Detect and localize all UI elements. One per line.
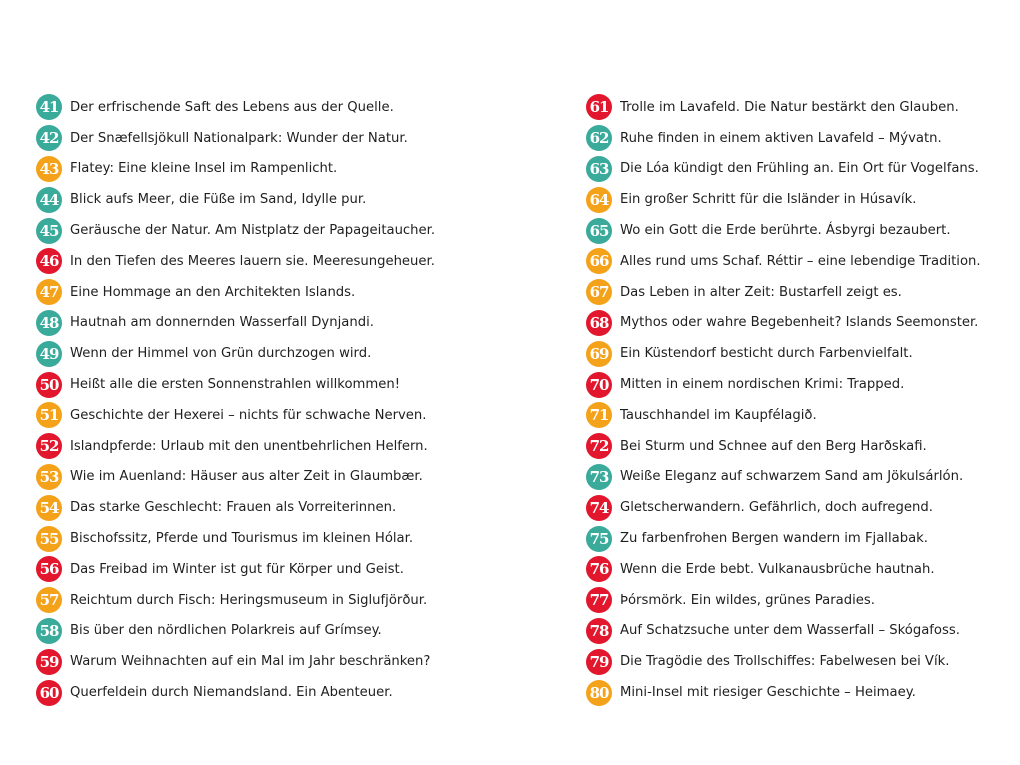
chapter-number-badge: 72: [586, 433, 612, 459]
chapter-number-badge: 68: [586, 310, 612, 336]
toc-entry: [586, 585, 1006, 616]
chapter-title: Der erfrischende Saft des Lebens aus der Quelle.: [70, 99, 394, 115]
chapter-number-badge: 70: [586, 372, 612, 398]
chapter-title: Trolle im Lavafeld. Die Natur bestärkt den Glauben.: [620, 99, 959, 115]
toc-entry: [36, 400, 526, 431]
toc-entry: [586, 338, 1006, 369]
chapter-number-badge: 77: [586, 587, 612, 613]
chapter-title: Reichtum durch Fisch: Heringsmuseum in Siglufjörður.: [70, 592, 428, 608]
chapter-number-badge: 76: [586, 556, 612, 582]
toc-entry: [586, 154, 1006, 185]
toc-entry: [36, 92, 526, 123]
chapter-title: Blick aufs Meer, die Füße im Sand, Idylle pur.: [70, 192, 367, 208]
chapter-number-badge: 62: [586, 125, 612, 151]
chapter-title: Flatey: Eine kleine Insel im Rampenlicht.: [70, 161, 338, 177]
chapter-number-badge: 61: [586, 94, 612, 120]
toc-entry: [36, 277, 526, 308]
chapter-title: Islandpferde: Urlaub mit den unentbehrlichen Helfern.: [70, 438, 428, 454]
chapter-number-badge: 47: [36, 279, 62, 305]
toc-entry: [586, 215, 1006, 246]
chapter-number-badge: 63: [586, 156, 612, 182]
chapter-number-badge: 42: [36, 125, 62, 151]
toc-entry: [586, 431, 1006, 462]
toc-entry: [586, 616, 1006, 647]
chapter-number-badge: 64: [586, 187, 612, 213]
chapter-number-badge: 55: [36, 526, 62, 552]
chapter-title: Gletscherwandern. Gefährlich, doch aufregend.: [620, 500, 933, 516]
chapter-title: Geschichte der Hexerei – nichts für schwache Nerven.: [70, 407, 427, 423]
chapter-title: Das Freibad im Winter ist gut für Körper und Geist.: [70, 561, 404, 577]
toc-entry: [36, 431, 526, 462]
chapter-number-badge: 45: [36, 218, 62, 244]
chapter-number-badge: 41: [36, 94, 62, 120]
chapter-number-badge: 79: [586, 649, 612, 675]
chapter-title: Weiße Eleganz auf schwarzem Sand am Jökulsárlón.: [620, 469, 964, 485]
chapter-number-badge: 51: [36, 402, 62, 428]
chapter-number-badge: 56: [36, 556, 62, 582]
chapter-title: Eine Hommage an den Architekten Islands.: [70, 284, 356, 300]
chapter-title: Querfeldein durch Niemandsland. Ein Abenteuer.: [70, 685, 393, 701]
toc-entry: [586, 92, 1006, 123]
chapter-number-badge: 54: [36, 495, 62, 521]
chapter-title: Die Lóa kündigt den Frühling an. Ein Ort für Vogelfans.: [620, 161, 979, 177]
toc-entry: [36, 646, 526, 677]
toc-entry: [586, 246, 1006, 277]
toc-entry: [36, 585, 526, 616]
chapter-title: Bischofssitz, Pferde und Tourismus im kleinen Hólar.: [70, 531, 414, 547]
chapter-title: Ein großer Schritt für die Isländer in Húsavík.: [620, 192, 917, 208]
toc-entry: [36, 154, 526, 185]
chapter-number-badge: 80: [586, 680, 612, 706]
chapter-title: Wo ein Gott die Erde berührte. Ásbyrgi bezaubert.: [620, 223, 951, 239]
chapter-number-badge: 44: [36, 187, 62, 213]
chapter-number-badge: 65: [586, 218, 612, 244]
toc-entry: [36, 492, 526, 523]
chapter-title: Die Tragödie des Trollschiffes: Fabelwesen bei Vík.: [620, 654, 950, 670]
chapter-title: Wenn die Erde bebt. Vulkanausbrüche hautnah.: [620, 561, 935, 577]
chapter-number-badge: 59: [36, 649, 62, 675]
chapter-title: Auf Schatzsuche unter dem Wasserfall – Skógafoss.: [620, 623, 960, 639]
chapter-number-badge: 43: [36, 156, 62, 182]
toc-entry: [36, 616, 526, 647]
toc-entry: [586, 184, 1006, 215]
chapter-number-badge: 50: [36, 372, 62, 398]
chapter-title: Wenn der Himmel von Grün durchzogen wird.: [70, 346, 372, 362]
chapter-title: Þórsmörk. Ein wildes, grünes Paradies.: [620, 592, 875, 608]
chapter-title: Mitten in einem nordischen Krimi: Trapped.: [620, 377, 905, 393]
toc-entry: [36, 338, 526, 369]
toc-entry: [36, 184, 526, 215]
chapter-title: Bei Sturm und Schnee auf den Berg Harðskafi.: [620, 438, 927, 454]
toc-entry: [586, 400, 1006, 431]
chapter-number-badge: 60: [36, 680, 62, 706]
toc-entry: [586, 462, 1006, 493]
chapter-title: Heißt alle die ersten Sonnenstrahlen willkommen!: [70, 377, 400, 393]
chapter-number-badge: 48: [36, 310, 62, 336]
toc-entry: [586, 554, 1006, 585]
toc-entry: [586, 677, 1006, 708]
toc-entry: [36, 246, 526, 277]
toc-entry: [586, 277, 1006, 308]
toc-column-left: [36, 92, 526, 708]
toc-entry: [36, 462, 526, 493]
chapter-number-badge: 49: [36, 341, 62, 367]
chapter-number-badge: 74: [586, 495, 612, 521]
toc-entry: [586, 369, 1006, 400]
toc-entry: [36, 215, 526, 246]
toc-entry: [36, 308, 526, 339]
chapter-number-badge: 66: [586, 248, 612, 274]
chapter-number-badge: 46: [36, 248, 62, 274]
chapter-title: Das starke Geschlecht: Frauen als Vorreiterinnen.: [70, 500, 397, 516]
chapter-number-badge: 78: [586, 618, 612, 644]
chapter-title: Zu farbenfrohen Bergen wandern im Fjallabak.: [620, 531, 928, 547]
chapter-number-badge: 58: [36, 618, 62, 644]
chapter-title: In den Tiefen des Meeres lauern sie. Meeresungeheuer.: [70, 253, 435, 269]
chapter-title: Wie im Auenland: Häuser aus alter Zeit in Glaumbær.: [70, 469, 423, 485]
chapter-title: Warum Weihnachten auf ein Mal im Jahr beschränken?: [70, 654, 431, 670]
chapter-number-badge: 67: [586, 279, 612, 305]
toc-entry: [586, 308, 1006, 339]
chapter-title: Alles rund ums Schaf. Réttir – eine lebendige Tradition.: [620, 253, 981, 269]
toc-column-right: [586, 92, 1006, 708]
chapter-title: Bis über den nördlichen Polarkreis auf Grímsey.: [70, 623, 382, 639]
toc-entry: [36, 123, 526, 154]
chapter-number-badge: 69: [586, 341, 612, 367]
toc-entry: [586, 123, 1006, 154]
chapter-number-badge: 57: [36, 587, 62, 613]
chapter-number-badge: 53: [36, 464, 62, 490]
chapter-title: Mythos oder wahre Begebenheit? Islands Seemonster.: [620, 315, 979, 331]
chapter-title: Der Snæfellsjökull Nationalpark: Wunder der Natur.: [70, 130, 408, 146]
chapter-number-badge: 73: [586, 464, 612, 490]
toc-entry: [36, 369, 526, 400]
chapter-title: Geräusche der Natur. Am Nistplatz der Papageitaucher.: [70, 223, 436, 239]
chapter-title: Hautnah am donnernden Wasserfall Dynjandi.: [70, 315, 374, 331]
toc-entry: [36, 554, 526, 585]
chapter-title: Ein Küstendorf besticht durch Farbenvielfalt.: [620, 346, 913, 362]
chapter-title: Mini-Insel mit riesiger Geschichte – Heimaey.: [620, 685, 916, 701]
chapter-number-badge: 71: [586, 402, 612, 428]
chapter-title: Das Leben in alter Zeit: Bustarfell zeigt es.: [620, 284, 902, 300]
chapter-number-badge: 52: [36, 433, 62, 459]
chapter-title: Ruhe finden in einem aktiven Lavafeld – Mývatn.: [620, 130, 942, 146]
toc-entry: [586, 492, 1006, 523]
chapter-title: Tauschhandel im Kaupfélagið.: [620, 407, 817, 423]
chapter-number-badge: 75: [586, 526, 612, 552]
toc-entry: [586, 523, 1006, 554]
toc-entry: [36, 677, 526, 708]
toc-entry: [36, 523, 526, 554]
toc-entry: [586, 646, 1006, 677]
